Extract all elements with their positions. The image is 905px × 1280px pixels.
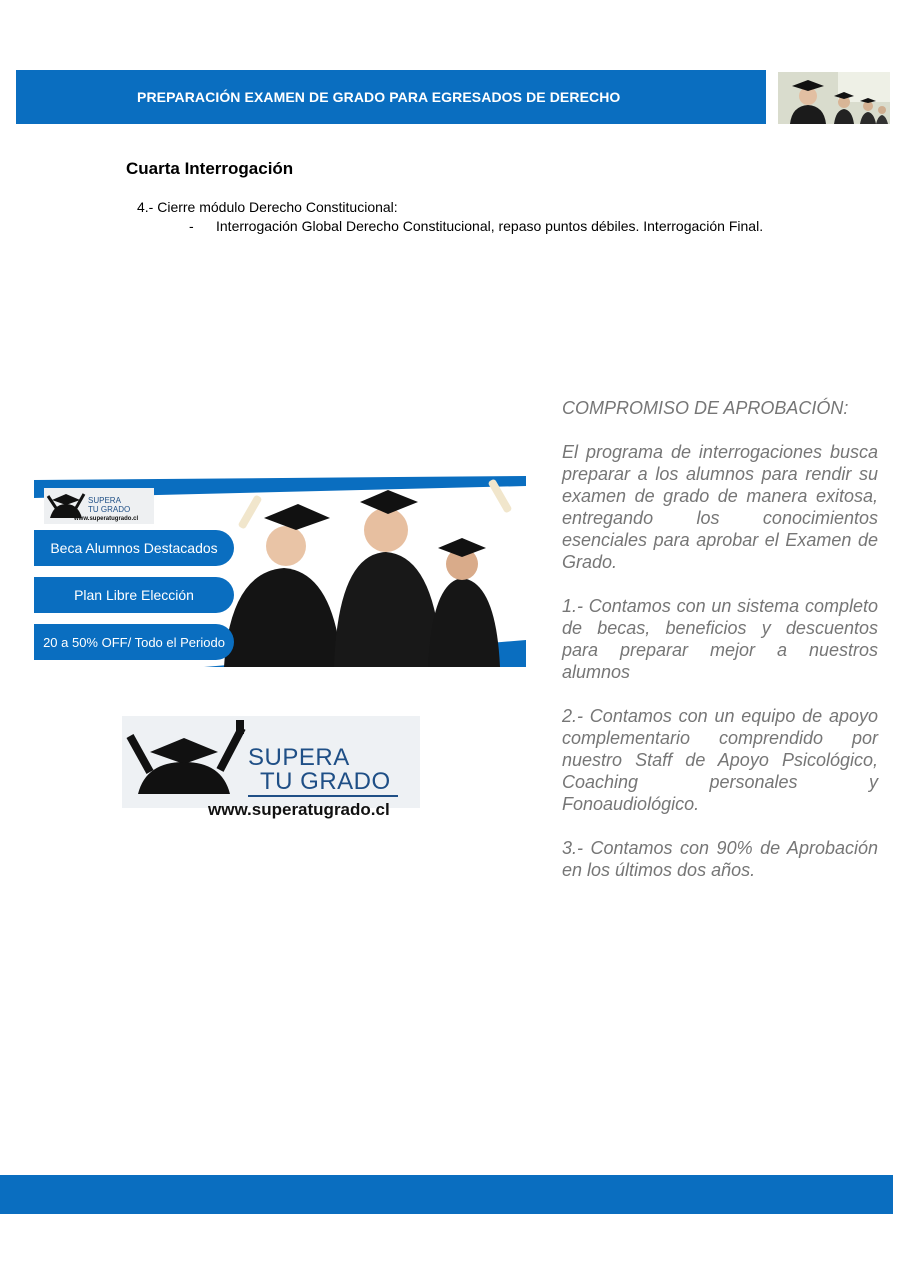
sub-item-text: Interrogación Global Derecho Constitucional, repaso puntos débiles. Interrogación Final. [216,218,764,234]
module-sub-item [189,218,763,234]
commitment-point-2: 2.- Contamos con un equipo de apoyo complementario comprendido por nuestro Staff de Apoyo Psicológico, Coaching personales y Fonoaudiológico. [562,706,878,814]
commitment-point-1: 1.- Contamos con un sistema completo de becas, beneficios y descuentos para preparar mejor a nuestros alumnos [562,596,878,682]
commitment-heading: COMPROMISO DE APROBACIÓN: [562,398,849,418]
logo-url: www.superatugrado.cl [208,800,390,819]
logo-word-supera: SUPERA [248,744,350,771]
header-bar [16,70,766,124]
footer-bar [0,1175,893,1214]
list-dash: - [189,218,194,234]
banner-logo-url: www.superatugrado.cl [74,516,139,522]
graduate-silhouette-icon [124,718,248,798]
commitment-point-3: 3.- Contamos con 90% de Aprobación en los últimos dos años. [562,838,878,880]
commitment-section [562,397,878,903]
commitment-intro: El programa de interrogaciones busca preparar a los alumnos para rendir su examen de grado de manera exitosa, entregando los conocimientos esenciales para aprobar el Examen de Grado. [562,442,878,572]
banner-logo-line2: TU GRADO [88,505,131,514]
scholarship-pill: Beca Alumnos Destacados [34,530,234,566]
discount-pill: 20 a 50% OFF/ Todo el Periodo [34,624,234,660]
promo-banner [34,472,526,667]
banner-logo-line1: SUPERA [88,496,121,505]
graduates-illustration [778,72,890,124]
banner-logo-brand [88,496,130,514]
supera-tu-grado-logo [122,716,420,822]
logo-underline [248,795,398,797]
free-plan-pill: Plan Libre Elección [34,577,234,613]
header-title: PREPARACIÓN EXAMEN DE GRADO PARA EGRESADOS DE DERECHO [137,89,621,105]
banner-logo [44,488,154,524]
graduates-photo [778,72,890,124]
module-item: 4.- Cierre módulo Derecho Constitucional: [137,199,398,215]
section-title: Cuarta Interrogación [126,159,294,178]
logo-word-tu-grado: TU GRADO [260,768,391,795]
